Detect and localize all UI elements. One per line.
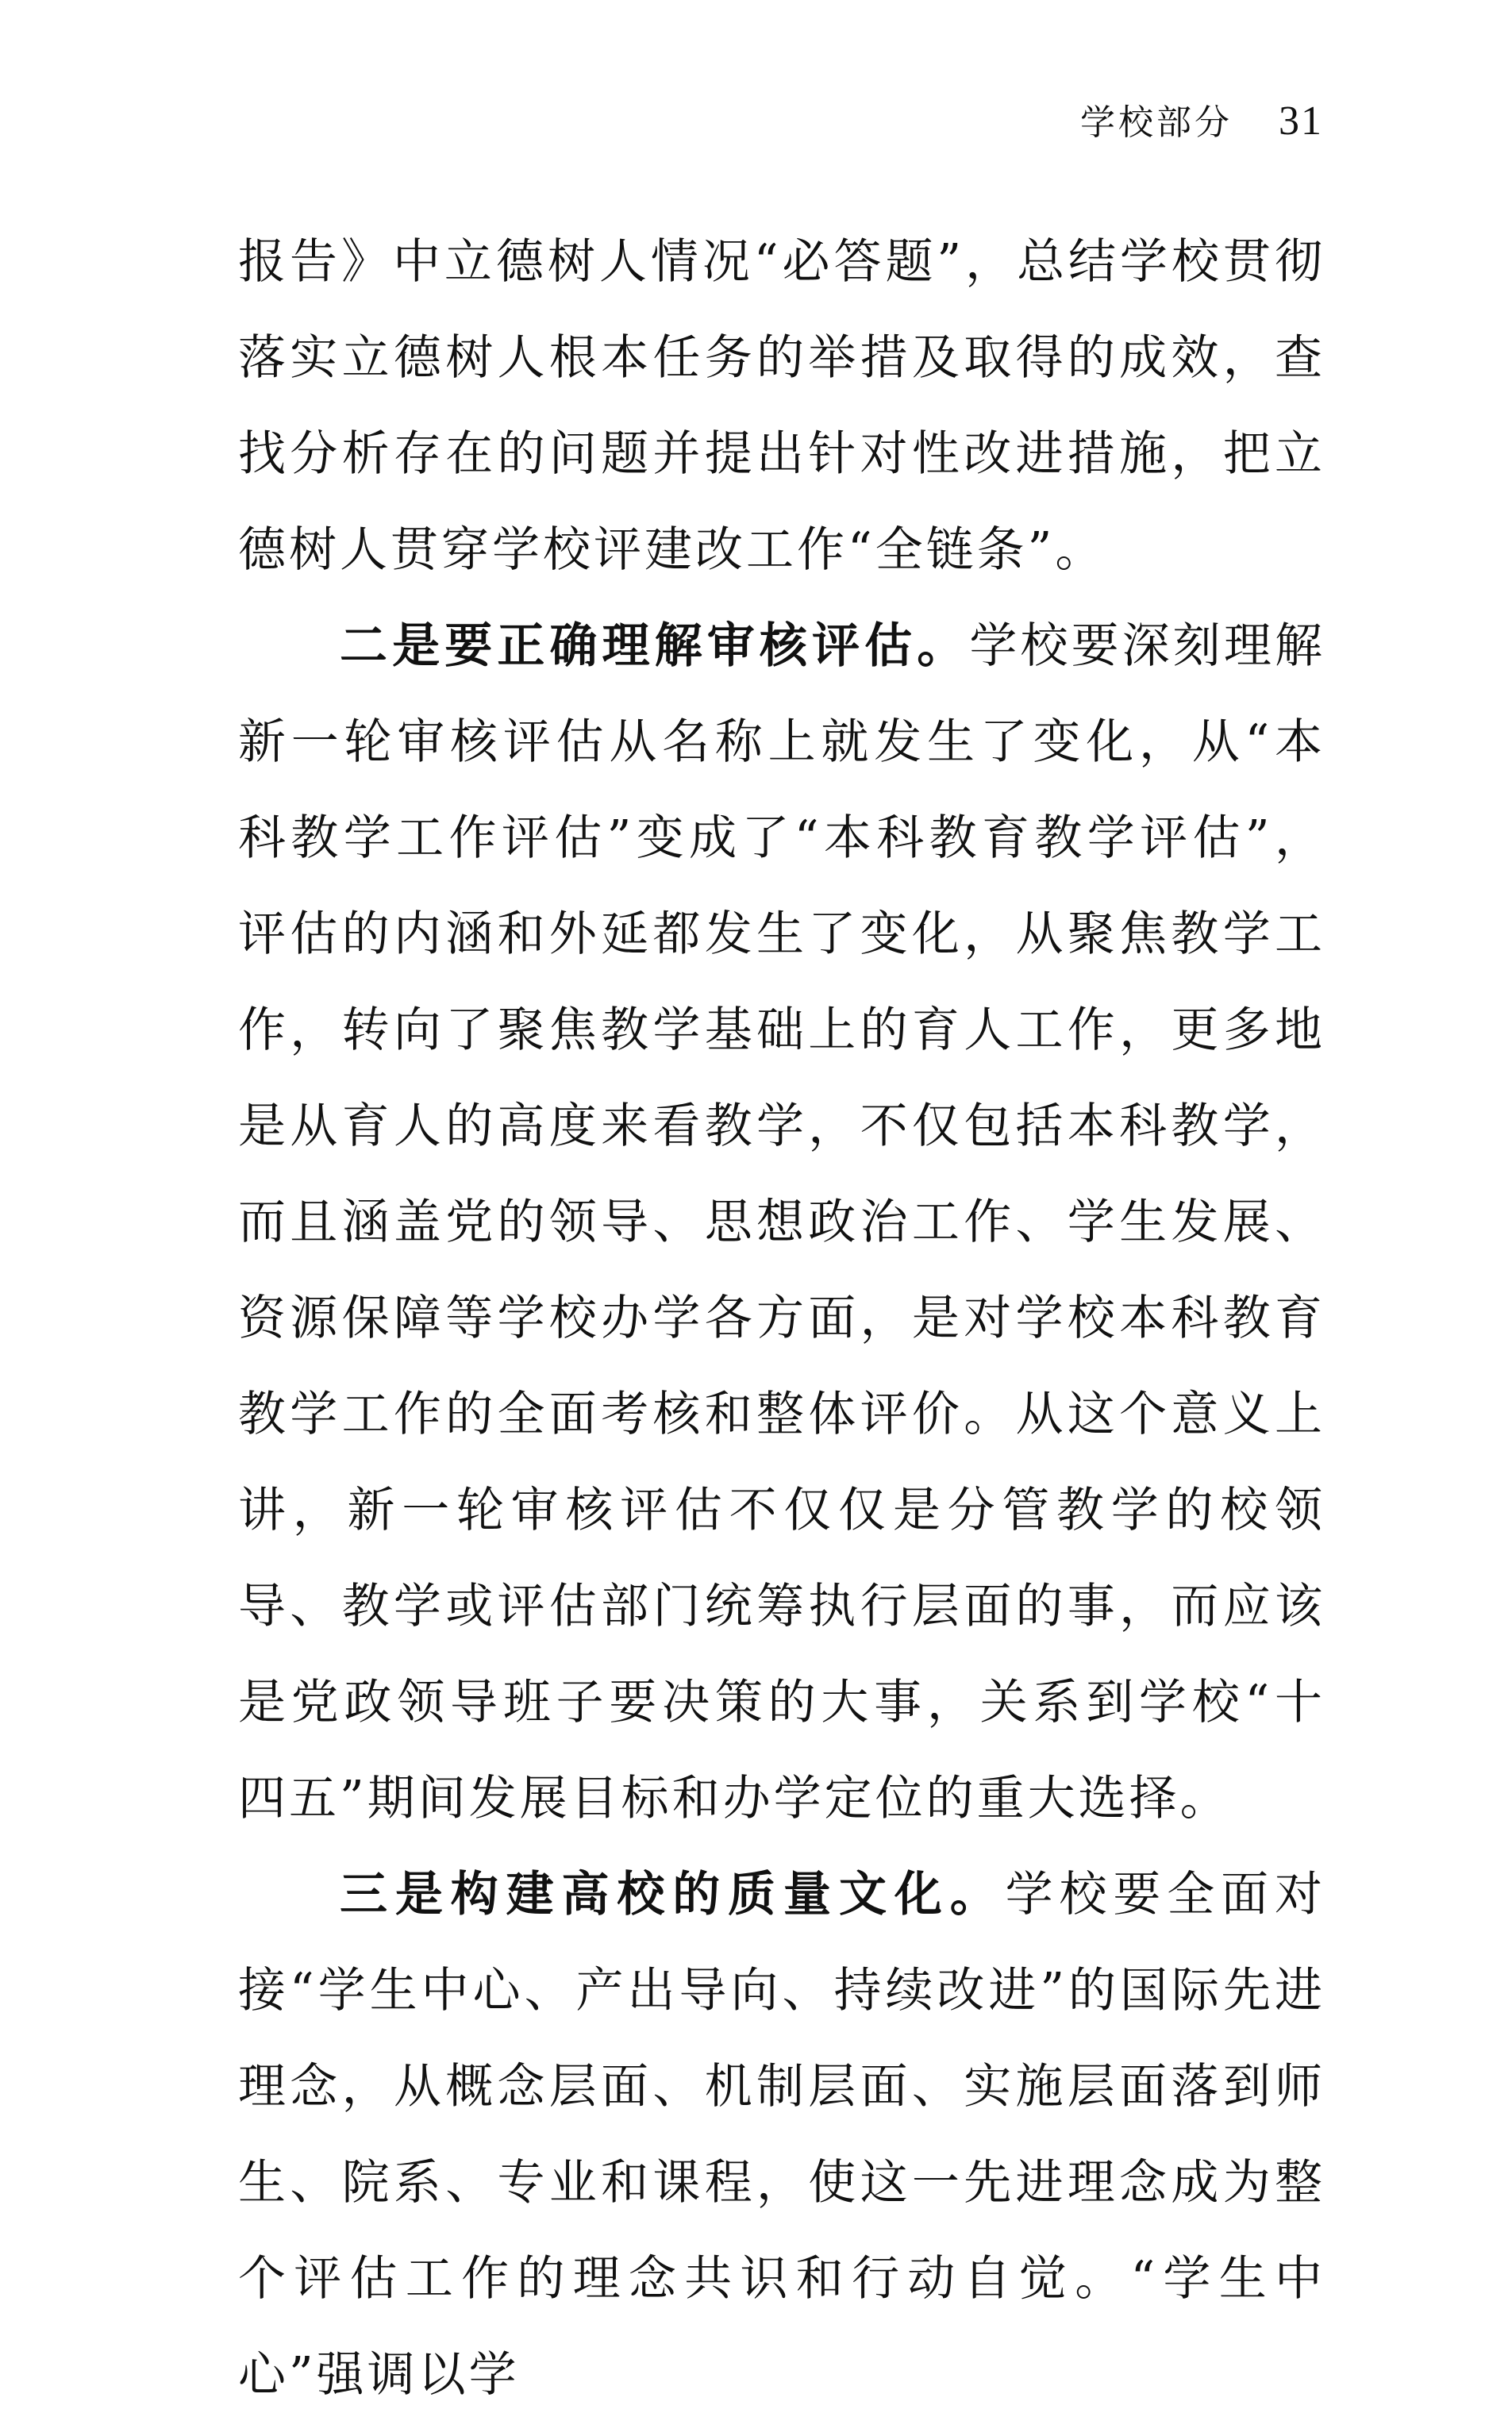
paragraph-lead-heading: 二是要正确理解审核评估。 (340, 618, 970, 674)
paragraph-text: 学校要深刻理解新一轮审核评估从名称上就发生了变化，从“本科教学工作评估”变成了“本科教育教学评估”，评估的内涵和外延都发生了变化，从聚焦教学工作，转向了聚焦教学基础上的育人工作，更多地是从育人的高度来看教学，不仅包括本科教学，而且涵盖党的领导、思想政治工作、学生发展、资源保障等学校办学各方面，是对学校本科教育教学工作的全面考核和整体评价。从这个意义上讲，新一轮审核评估不仅仅是分管教学的校领导、教学或评估部门统筹执行层面的事，而应该是党政领导班子要决策的大事，关系到学校“十四五”期间发展目标和办学定位的重大选择。 (238, 618, 1326, 1826)
paragraph-third-point (238, 1847, 1325, 2423)
paragraph-text: 报告》中立德树人情况“必答题”，总结学校贯彻落实立德树人根本任务的举措及取得的成效，查找分析存在的问题并提出针对性改进措施，把立德树人贯穿学校评建改工作“全链条”。 (238, 234, 1325, 578)
paragraph-continuation (238, 214, 1325, 598)
page-header (1080, 94, 1323, 144)
paragraph-second-point (238, 598, 1325, 1847)
paragraph-lead-heading: 三是构建高校的质量文化。 (340, 1867, 1006, 1922)
paragraph-text: 学校要全面对接“学生中心、产出导向、持续改进”的国际先进理念，从概念层面、机制层面、实施层面落到师生、院系、专业和课程，使这一先进理念成为整个评估工作的理念共识和行动自觉。“学生中心”强调以学 (238, 1867, 1326, 2403)
page-number: 31 (1279, 98, 1323, 144)
page-body (238, 214, 1325, 2423)
running-head-section-title: 学校部分 (1080, 102, 1233, 143)
